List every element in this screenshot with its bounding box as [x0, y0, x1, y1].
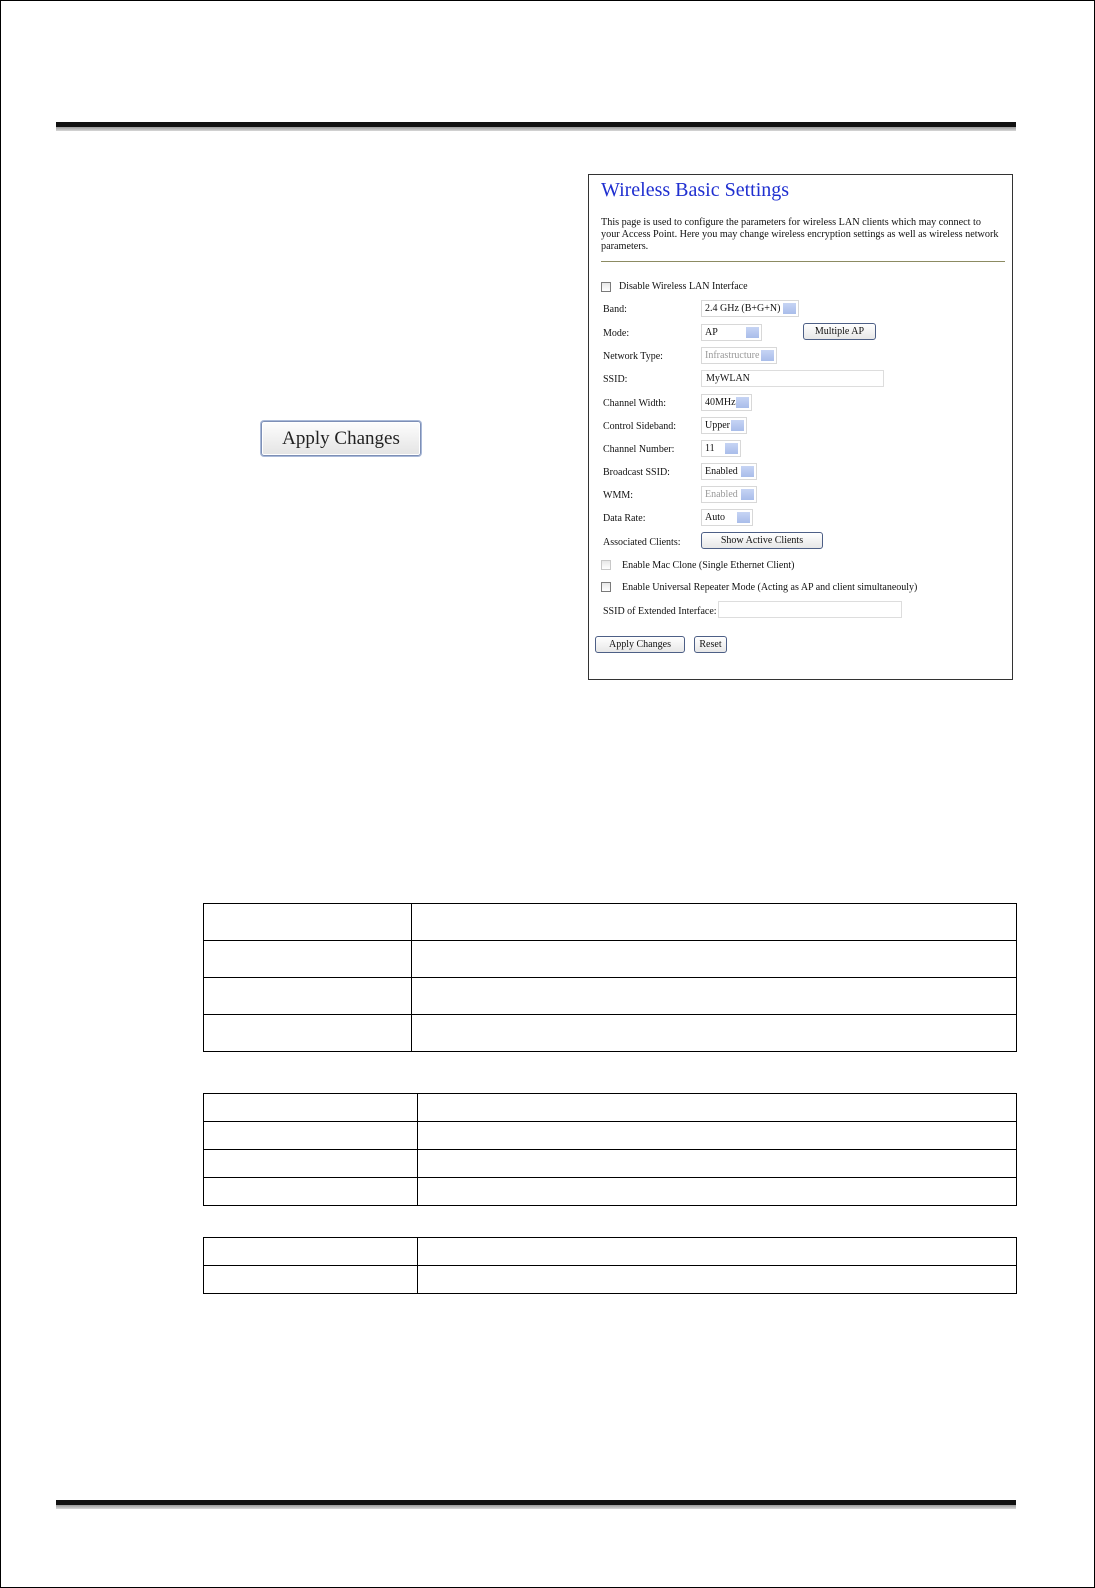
- dropdown-arrow-icon: [783, 303, 796, 314]
- multiple-ap-button[interactable]: Multiple AP: [803, 323, 876, 340]
- apply-changes-button[interactable]: Apply Changes: [595, 636, 685, 653]
- broadcast-ssid-select[interactable]: [701, 463, 757, 480]
- table-cell: [204, 1122, 418, 1150]
- mode-label: Mode:: [603, 328, 630, 339]
- table-cell: [204, 978, 412, 1015]
- table-cell: [418, 1266, 1017, 1294]
- band-label: Band:: [603, 304, 627, 315]
- universal-repeater-checkbox[interactable]: [601, 582, 611, 592]
- footer-rule: [56, 1500, 1016, 1509]
- table-row: [204, 1122, 1017, 1150]
- ssid-extended-label: SSID of Extended Interface:: [603, 606, 717, 617]
- channel-number-label: Channel Number:: [603, 444, 675, 455]
- band-select[interactable]: [701, 300, 799, 317]
- control-sideband-label: Control Sideband:: [603, 421, 677, 432]
- apply-changes-button-sample[interactable]: Apply Changes: [261, 421, 421, 456]
- data-rate-value: Auto: [705, 512, 725, 523]
- show-active-clients-button[interactable]: Show Active Clients: [701, 532, 823, 549]
- ssid-input[interactable]: MyWLAN: [701, 370, 884, 387]
- channel-width-select[interactable]: [701, 394, 752, 411]
- dropdown-arrow-icon: [725, 443, 738, 454]
- table-cell: [204, 1150, 418, 1178]
- mac-clone-label: Enable Mac Clone (Single Ethernet Client): [622, 560, 795, 571]
- table-row: [204, 978, 1017, 1015]
- dropdown-arrow-icon: [737, 512, 750, 523]
- dropdown-arrow-icon: [741, 466, 754, 477]
- table-row: [204, 1178, 1017, 1206]
- mode-value: AP: [705, 327, 718, 338]
- data-rate-select[interactable]: [701, 509, 753, 526]
- network-type-value: Infrastructure: [705, 350, 760, 361]
- mode-select[interactable]: [701, 324, 762, 341]
- table-row: [204, 904, 1017, 941]
- table-cell: [418, 1238, 1017, 1266]
- dropdown-arrow-icon: [736, 397, 749, 408]
- channel-width-label: Channel Width:: [603, 398, 667, 409]
- reset-button[interactable]: Reset: [694, 636, 727, 653]
- channel-number-select[interactable]: [701, 440, 741, 457]
- parameter-table-2: [203, 1093, 1017, 1206]
- ssid-label: SSID:: [603, 374, 628, 385]
- data-rate-label: Data Rate:: [603, 513, 646, 524]
- table-cell: [418, 1094, 1017, 1122]
- associated-clients-label: Associated Clients:: [603, 537, 681, 548]
- table-cell: [204, 904, 412, 941]
- table-cell: [412, 1015, 1017, 1052]
- table-row: [204, 1238, 1017, 1266]
- table-row: [204, 1150, 1017, 1178]
- table-cell: [204, 1266, 418, 1294]
- wmm-label: WMM:: [603, 490, 633, 501]
- dropdown-arrow-icon: [761, 350, 774, 361]
- table-cell: [418, 1122, 1017, 1150]
- table-cell: [412, 904, 1017, 941]
- control-sideband-value: Upper: [705, 420, 730, 431]
- control-sideband-select[interactable]: [701, 417, 747, 434]
- wmm-select[interactable]: [701, 486, 757, 503]
- wmm-value: Enabled: [705, 489, 738, 500]
- universal-repeater-label: Enable Universal Repeater Mode (Acting as AP and client simultaneouly): [622, 582, 918, 593]
- divider: [601, 261, 1005, 262]
- dropdown-arrow-icon: [731, 420, 744, 431]
- table-cell: [204, 1178, 418, 1206]
- parameter-table-3: [203, 1237, 1017, 1294]
- table-cell: [418, 1178, 1017, 1206]
- table-row: [204, 941, 1017, 978]
- table-cell: [204, 1094, 418, 1122]
- table-cell: [412, 978, 1017, 1015]
- disable-wlan-checkbox[interactable]: [601, 282, 611, 292]
- network-type-select[interactable]: [701, 347, 777, 364]
- wireless-basic-settings-panel: [588, 174, 1013, 680]
- page-description: This page is used to configure the parameters for wireless LAN clients which may connect to your Access Point. Here you may change wireless encryption settings as well as wireless network parameters.: [601, 217, 999, 252]
- band-value: 2.4 GHz (B+G+N): [705, 303, 781, 314]
- table-row: [204, 1015, 1017, 1052]
- table-row: [204, 1266, 1017, 1294]
- dropdown-arrow-icon: [741, 489, 754, 500]
- page-title: Wireless Basic Settings: [601, 179, 790, 201]
- ssid-extended-input[interactable]: [718, 601, 902, 618]
- channel-width-value: 40MHz: [705, 397, 736, 408]
- table-cell: [204, 1238, 418, 1266]
- header-rule: [56, 122, 1016, 131]
- table-row: [204, 1094, 1017, 1122]
- broadcast-ssid-value: Enabled: [705, 466, 738, 477]
- table-cell: [204, 941, 412, 978]
- table-cell: [418, 1150, 1017, 1178]
- dropdown-arrow-icon: [746, 327, 759, 338]
- disable-wlan-label: Disable Wireless LAN Interface: [619, 281, 748, 292]
- network-type-label: Network Type:: [603, 351, 663, 362]
- parameter-table-1: [203, 903, 1017, 1052]
- channel-number-value: 11: [705, 443, 715, 454]
- broadcast-ssid-label: Broadcast SSID:: [603, 467, 670, 478]
- mac-clone-checkbox[interactable]: [601, 560, 611, 570]
- table-cell: [204, 1015, 412, 1052]
- table-cell: [412, 941, 1017, 978]
